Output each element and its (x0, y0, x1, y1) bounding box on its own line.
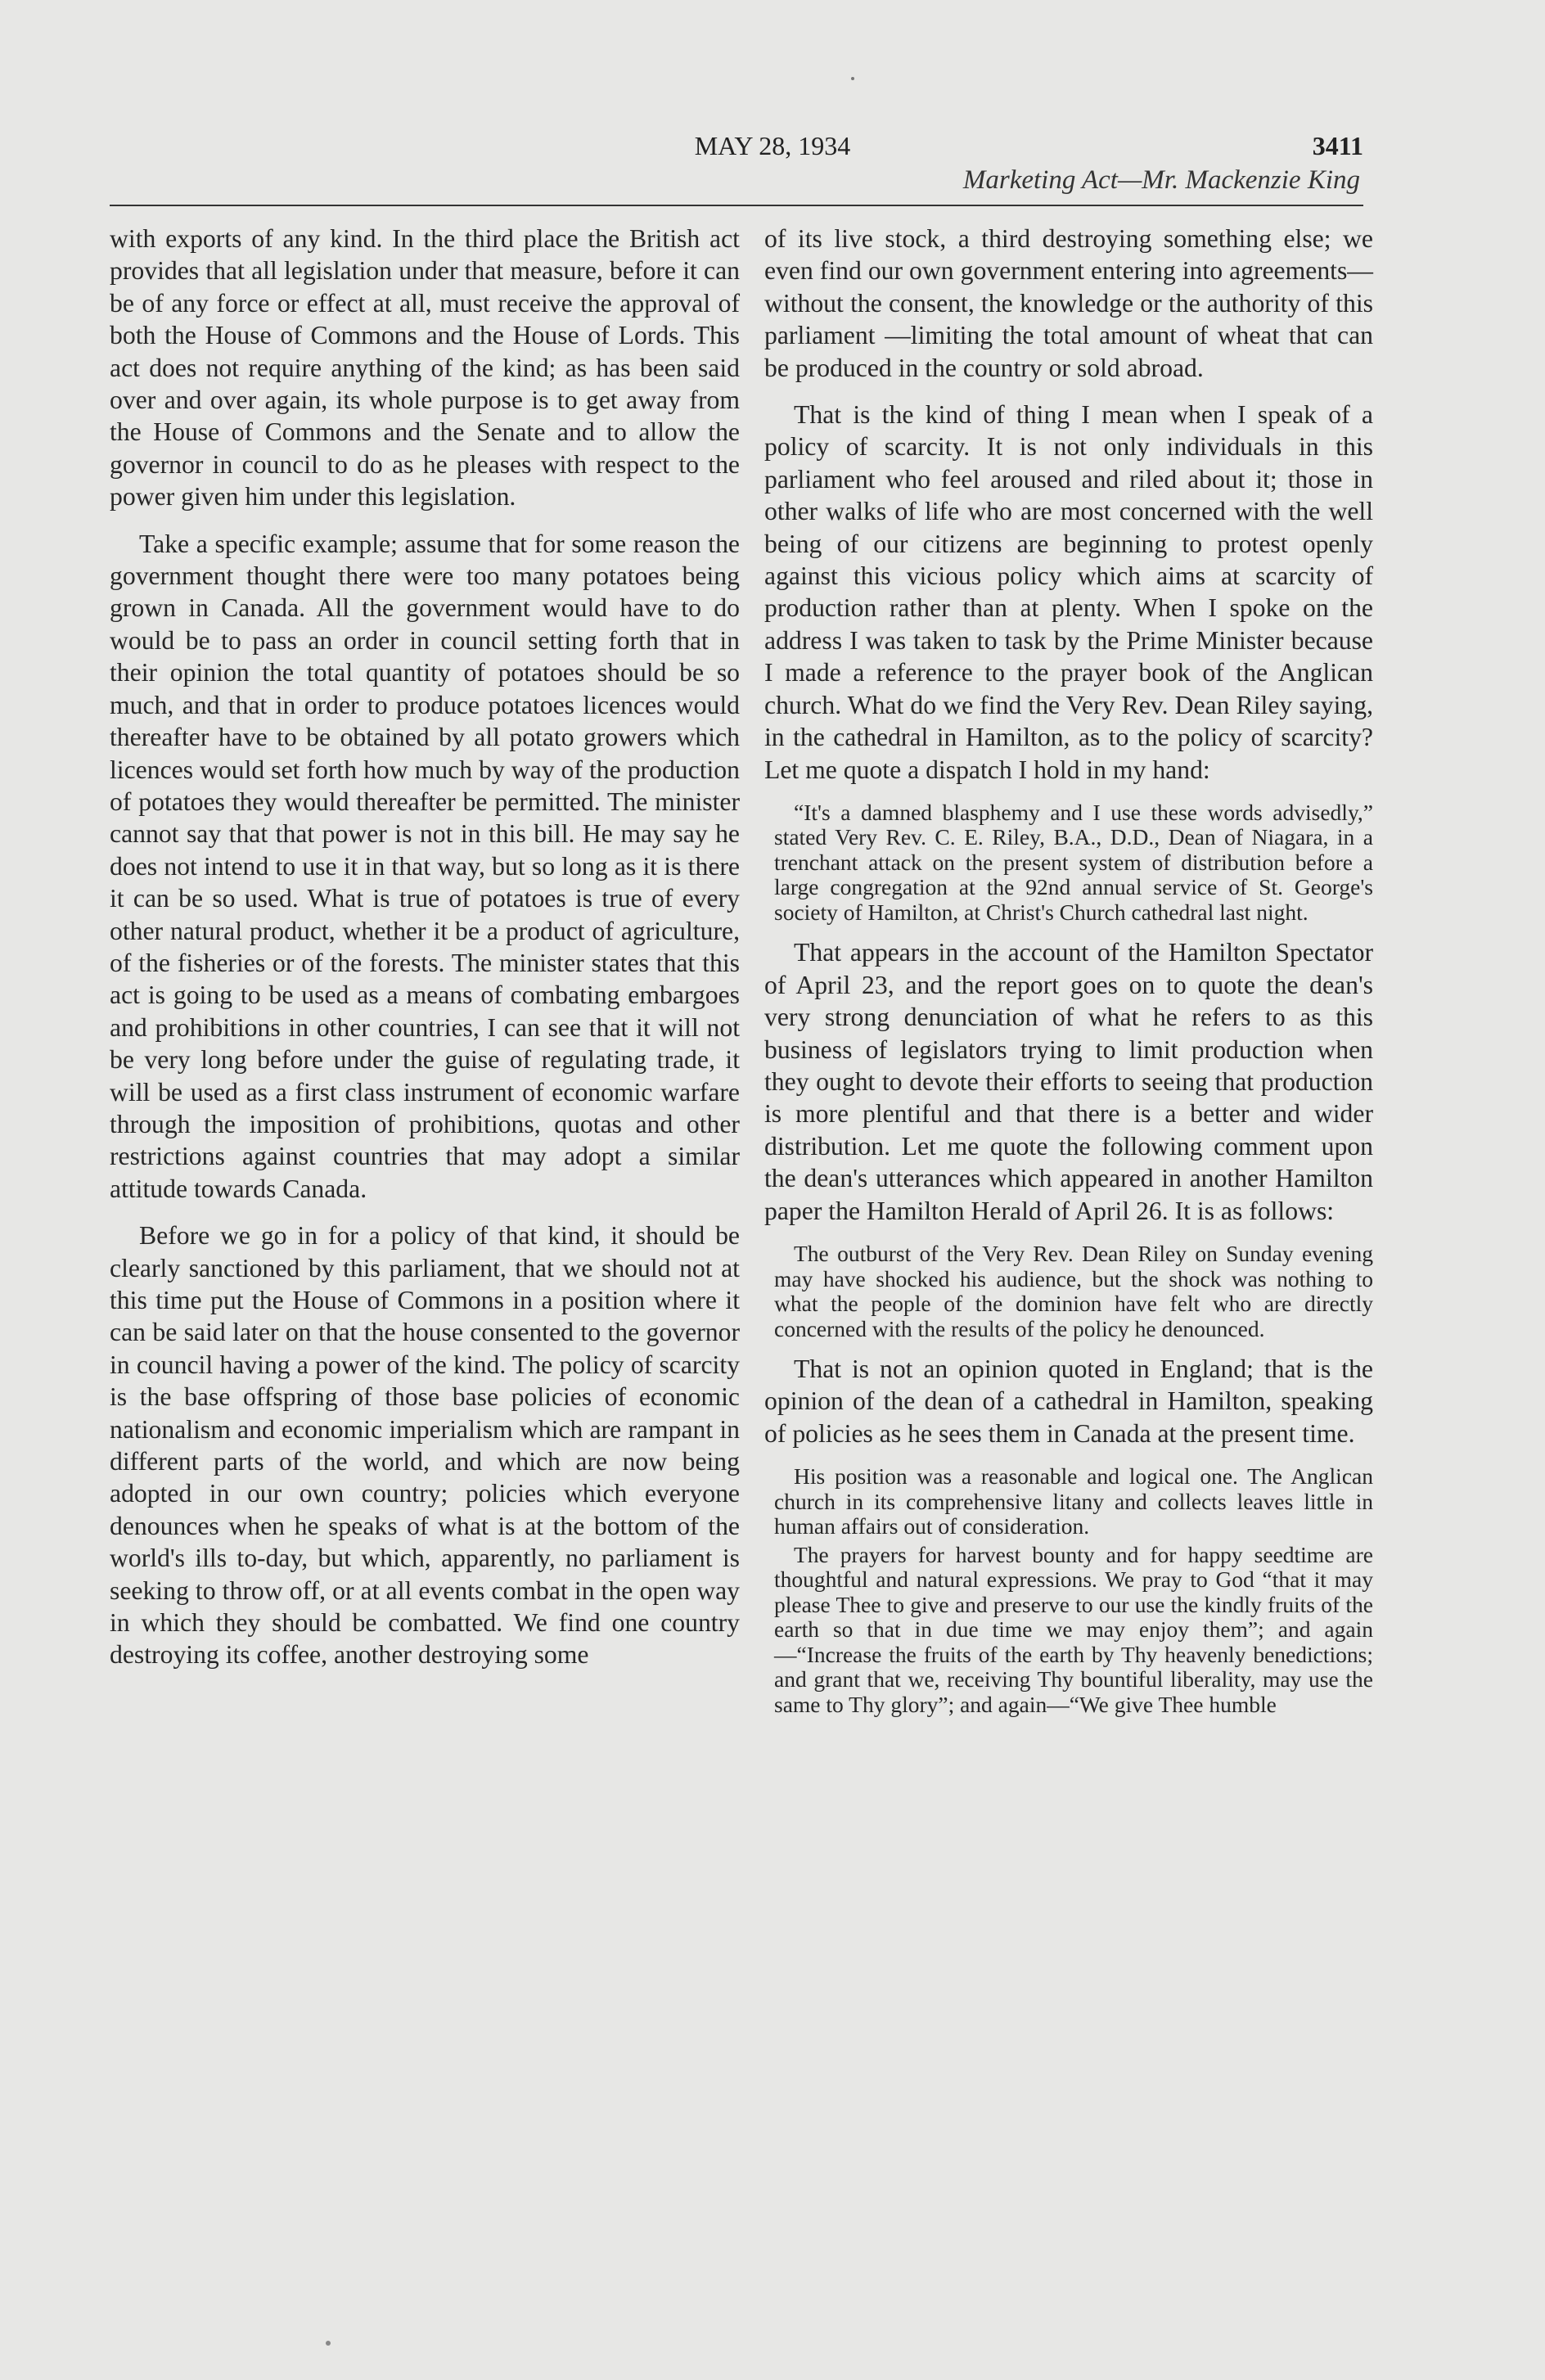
quote-text: The prayers for harvest bounty and for happy seedtime are thoughtful and natural expressions. We pray to God “that it may please Thee to give and preserve to our use the kindly fruits of the earth so that in due time we may enjoy them”; and again—“Increase the fruits of the earth by Thy heavenly benedictions; and grant that we, receiving Thy bountiful liberality, may use the same to Thy glory”; and again—“We give Thee humble (774, 1541, 1373, 1717)
quote-text: His position was a reasonable and logical one. The Anglican church in its comprehensive litany and collects leaves little in human affairs out of consideration. (774, 1463, 1373, 1539)
block-quote (764, 1464, 1373, 1717)
header-rule (110, 205, 1363, 206)
paragraph: Before we go in for a policy of that kind, it should be clearly sanctioned by this parliament, that we should not at this time put the House of Commons in a position where it can be said later on that the house consented to the governor in council having a power of the kind. The policy of scarcity is the base offspring of those base policies of economic nationalism and economic imperialism which are rampant in different parts of the world, and which are now being adopted in our own country; policies which everyone denounces when he speaks of what is at the bottom of the world's ills to-day, but which, apparently, no parliament is seeking to throw off, or at all events combat in the open way in which they should be combatted. We find one country destroying its coffee, another destroying some (110, 1221, 740, 1670)
block-quote (764, 1242, 1373, 1341)
paragraph: That is the kind of thing I mean when I speak of a policy of scarcity. It is not only individuals in this parliament who feel aroused and riled about it; those in other walks of life who are most concerned with the well being of our citizens are beginning to protest openly against this vicious policy which aims at scarcity of production rather than at plenty. When I spoke on the address I was taken to task by the Prime Minister because I made a reference to the prayer book of the Anglican church. What do we find the Very Rev. Dean Riley saying, in the cathedral in Hamilton, as to the policy of scarcity? Let me quote a dispatch I hold in my hand: (764, 400, 1373, 784)
quote-text: “It's a damned blasphemy and I use these words advisedly,” stated Very Rev. C. E. Riley, B.A., D.D., Dean of Niagara, in a trenchant attack on the present system of distribution before a large congregation at the 92nd annual service of St. George's society of Hamilton, at Christ's Church cathedral last night. (774, 799, 1373, 925)
right-column (764, 223, 1373, 1729)
page-date: MAY 28, 1934 (694, 131, 851, 160)
paragraph: That is not an opinion quoted in England; that is the opinion of the dean of a cathedral in Hamilton, speaking of policies as he sees them in Canada at the present time. (764, 1355, 1373, 1448)
block-quote (764, 800, 1373, 926)
running-head: Marketing Act—Mr. Mackenzie King (962, 165, 1360, 195)
left-column (110, 223, 740, 1686)
paragraph: with exports of any kind. In the third place the British act provides that all legislation under that measure, before it can be of any force or effect at all, must receive the approval of both the House of Commons and the House of Lords. This act does not require anything of the kind; as has been said over and over again, its whole purpose is to get away from the House of Commons and the Senate and to allow the governor in council to do as he pleases with respect to the power given him under this legislation. (110, 224, 740, 512)
quote-text: The outburst of the Very Rev. Dean Riley on Sunday evening may have shocked his audience, but the shock was nothing to what the people of the dominion have felt who are directly concerned with the results of the policy he denounced. (774, 1241, 1373, 1341)
paragraph: of its live stock, a third destroying something else; we even find our own government entering into agreements—without the consent, the knowledge or the authority of this parliament —limiting the total amount of wheat that can be produced in the country or sold abroad. (764, 224, 1373, 382)
page-number: 3411 (1312, 131, 1363, 160)
speck-mark (851, 77, 854, 80)
speck-mark (326, 2341, 331, 2346)
paragraph: That appears in the account of the Hamilton Spectator of April 23, and the report goes on to quote the dean's very strong denunciation of what he refers to as this business of legislators trying to limit production when they ought to devote their efforts to seeing that production is more plentiful and that there is a better and wider distribution. Let me quote the following comment upon the dean's utterances which appeared in another Hamilton paper the Hamilton Herald of April 26. It is as follows: (764, 938, 1373, 1225)
paragraph: Take a specific example; assume that for some reason the government thought there were too many potatoes being grown in Canada. All the government would have to do would be to pass an order in council setting forth that in their opinion the total quantity of potatoes should be so much, and that in order to produce potatoes licences would thereafter have to be obtained by all potato growers which licences would set forth how much by way of the production of potatoes they would thereafter be permitted. The minister cannot say that that power is not in this bill. He may say he does not intend to use it in that way, but so long as it is there it can be so used. What is true of potatoes is true of every other natural product, whether it be a product of agriculture, of the fisheries or of the forests. The minister states that this act is going to be used as a means of combating embargoes and prohibitions in other countries, I can see that it will not be very long before under the guise of regulating trade, it will be used as a first class instrument of economic warfare through the imposition of prohibitions, quotas and other restrictions against countries that may adopt a similar attitude towards Canada. (110, 529, 740, 1203)
